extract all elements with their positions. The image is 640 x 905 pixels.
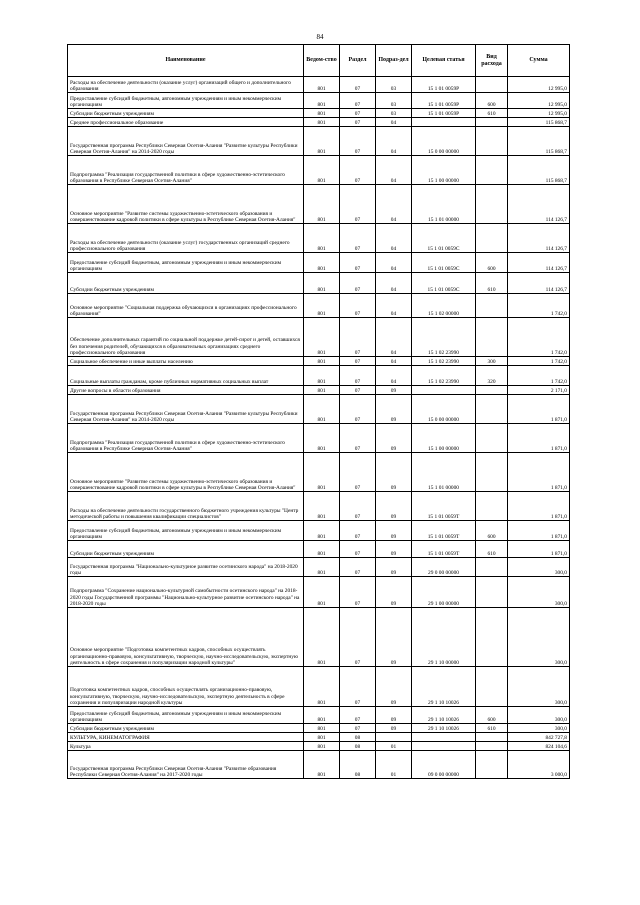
row-department: 801: [304, 424, 340, 453]
row-department: 801: [304, 521, 340, 541]
row-subsection: 09: [376, 453, 412, 492]
row-target-article: 15 1 01 0059Т: [412, 541, 476, 558]
table-row: [68, 77, 570, 93]
row-name: Субсидии бюджетным учреждениям: [68, 273, 304, 294]
row-target-article: 29 0 00 00000: [412, 558, 476, 577]
row-amount: 1 871,0: [508, 521, 570, 541]
row-amount: 824 104,6: [508, 742, 570, 751]
row-section: 07: [340, 357, 376, 366]
row-department: 801: [304, 77, 340, 93]
row-amount: 1 742,0: [508, 294, 570, 318]
row-target-article: 15 1 00 00000: [412, 156, 476, 185]
row-target-article: 15 1 02 23990: [412, 318, 476, 357]
row-subsection: 09: [376, 424, 412, 453]
row-department: 801: [304, 667, 340, 707]
row-subsection: 04: [376, 357, 412, 366]
table-row: [68, 733, 570, 742]
table-row: [68, 127, 570, 156]
row-section: 07: [340, 318, 376, 357]
row-amount: 300,0: [508, 608, 570, 667]
row-expense-type: 600: [476, 253, 508, 273]
row-expense-type: 600: [476, 93, 508, 109]
row-target-article: 15 1 01 0059Т: [412, 492, 476, 521]
column-header-department: Ведом-ство: [304, 45, 340, 77]
table-row: [68, 93, 570, 109]
row-section: 07: [340, 366, 376, 386]
row-expense-type: [476, 318, 508, 357]
table-row: [68, 707, 570, 724]
row-section: 08: [340, 733, 376, 742]
table-row: [68, 386, 570, 395]
row-amount: 12 995,0: [508, 109, 570, 118]
row-name: Предоставление субсидий бюджетным, автономным учреждениям и иным некоммерческим организациям: [68, 707, 304, 724]
row-expense-type: [476, 742, 508, 751]
budget-table: [67, 44, 570, 779]
column-header-section: Раздел: [340, 45, 376, 77]
row-department: 801: [304, 127, 340, 156]
row-name: Другие вопросы в области образования: [68, 386, 304, 395]
row-subsection: 09: [376, 667, 412, 707]
row-target-article: 29 1 10 10026: [412, 724, 476, 733]
table-row: [68, 395, 570, 424]
row-section: 07: [340, 541, 376, 558]
row-target-article: 15 1 01 0059Р: [412, 93, 476, 109]
row-section: 07: [340, 492, 376, 521]
row-amount: 1 871,0: [508, 453, 570, 492]
row-section: 07: [340, 453, 376, 492]
row-subsection: 09: [376, 521, 412, 541]
table-row: [68, 294, 570, 318]
row-department: 801: [304, 751, 340, 779]
row-section: 07: [340, 386, 376, 395]
row-amount: 842 727,8: [508, 733, 570, 742]
row-subsection: 03: [376, 93, 412, 109]
row-name: Основное мероприятие "Подготовка компетентных кадров, способных осуществлять организационно-правовую, консультативную, творческую, научно-исследовательскую, экспертную деятельность в сфере сохранения и популяризации народной культуры": [68, 608, 304, 667]
row-target-article: [412, 733, 476, 742]
row-section: 07: [340, 577, 376, 608]
row-name: Расходы на обеспечение деятельности (оказание услуг) государственных организаций среднего профессионального образования: [68, 224, 304, 253]
row-subsection: 01: [376, 742, 412, 751]
row-target-article: 15 1 02 00000: [412, 294, 476, 318]
row-target-article: [412, 386, 476, 395]
row-amount: 1 742,0: [508, 318, 570, 357]
row-amount: 115 868,7: [508, 118, 570, 127]
row-subsection: 04: [376, 253, 412, 273]
row-target-article: 15 1 02 23990: [412, 357, 476, 366]
row-department: 801: [304, 386, 340, 395]
row-expense-type: [476, 577, 508, 608]
row-section: 07: [340, 558, 376, 577]
row-section: 07: [340, 109, 376, 118]
row-section: 07: [340, 707, 376, 724]
row-department: 801: [304, 109, 340, 118]
row-name: Предоставление субсидий бюджетным, автономным учреждениям и иным некоммерческим организациям: [68, 521, 304, 541]
row-expense-type: [476, 386, 508, 395]
row-department: 801: [304, 156, 340, 185]
row-subsection: 09: [376, 395, 412, 424]
table-row: [68, 366, 570, 386]
row-amount: 1 871,0: [508, 395, 570, 424]
row-subsection: 09: [376, 386, 412, 395]
row-subsection: 04: [376, 127, 412, 156]
row-department: 801: [304, 294, 340, 318]
row-target-article: 29 1 00 00000: [412, 577, 476, 608]
row-expense-type: [476, 667, 508, 707]
table-row: [68, 667, 570, 707]
row-name: КУЛЬТУРА, КИНЕМАТОГРАФИЯ: [68, 733, 304, 742]
row-section: 08: [340, 751, 376, 779]
row-name: Социальное обеспечение и иные выплаты населению: [68, 357, 304, 366]
row-subsection: 04: [376, 185, 412, 224]
row-amount: 1 742,0: [508, 366, 570, 386]
table-row: [68, 724, 570, 733]
table-row: [68, 357, 570, 366]
row-department: 801: [304, 395, 340, 424]
row-name: Подпрограмма "Реализация государственной политики в сфере художественно-эстетического образования в Республике Северная Осетия-Алания": [68, 156, 304, 185]
row-expense-type: 600: [476, 521, 508, 541]
row-department: 801: [304, 366, 340, 386]
row-department: 801: [304, 357, 340, 366]
row-subsection: [376, 733, 412, 742]
row-subsection: 09: [376, 724, 412, 733]
table-row: [68, 118, 570, 127]
row-section: 07: [340, 253, 376, 273]
row-target-article: 15 1 01 0059Р: [412, 109, 476, 118]
row-name: Социальные выплаты гражданам, кроме публичных нормативных социальных выплат: [68, 366, 304, 386]
table-row: [68, 608, 570, 667]
row-name: Основное мероприятие "Социальная поддержка обучающихся в организациях профессионального образования": [68, 294, 304, 318]
row-amount: 300,0: [508, 724, 570, 733]
row-subsection: 04: [376, 318, 412, 357]
row-subsection: 09: [376, 492, 412, 521]
row-subsection: 04: [376, 118, 412, 127]
row-target-article: 29 1 10 00000: [412, 608, 476, 667]
row-department: 801: [304, 185, 340, 224]
row-subsection: 03: [376, 77, 412, 93]
row-target-article: [412, 742, 476, 751]
table-row: [68, 577, 570, 608]
row-section: 07: [340, 608, 376, 667]
page-number: 84: [316, 33, 324, 41]
row-name: Субсидии бюджетным учреждениям: [68, 541, 304, 558]
table-row: [68, 742, 570, 751]
row-expense-type: 320: [476, 366, 508, 386]
table-row: [68, 541, 570, 558]
row-target-article: 15 1 01 0059Р: [412, 77, 476, 93]
row-expense-type: [476, 156, 508, 185]
table-row: [68, 253, 570, 273]
row-section: 07: [340, 273, 376, 294]
row-target-article: 15 1 01 0059С: [412, 224, 476, 253]
row-department: 801: [304, 253, 340, 273]
row-department: 801: [304, 453, 340, 492]
row-department: 801: [304, 224, 340, 253]
row-name: Среднее профессиональное образование: [68, 118, 304, 127]
row-subsection: 04: [376, 224, 412, 253]
row-amount: 114 126,7: [508, 224, 570, 253]
row-target-article: 15 1 01 00000: [412, 453, 476, 492]
row-target-article: 15 1 01 0059С: [412, 253, 476, 273]
row-amount: 300,0: [508, 667, 570, 707]
row-subsection: 09: [376, 558, 412, 577]
row-department: 801: [304, 707, 340, 724]
table-row: [68, 424, 570, 453]
row-expense-type: [476, 733, 508, 742]
table-row: [68, 492, 570, 521]
row-department: 801: [304, 558, 340, 577]
row-department: 801: [304, 541, 340, 558]
row-department: 801: [304, 608, 340, 667]
row-name: Расходы на обеспечение деятельности (оказание услуг) организаций общего и дополнительного образования: [68, 77, 304, 93]
row-expense-type: 610: [476, 724, 508, 733]
row-target-article: 15 1 02 23990: [412, 366, 476, 386]
row-subsection: 03: [376, 109, 412, 118]
row-amount: 114 126,7: [508, 273, 570, 294]
row-department: 801: [304, 733, 340, 742]
row-expense-type: 600: [476, 707, 508, 724]
row-subsection: 04: [376, 273, 412, 294]
row-name: Расходы на обеспечение деятельности государственного бюджетного учреждения культуры "Центр методической работы и повышения квалификации специалистов": [68, 492, 304, 521]
row-name: Государственная программа Республики Северная Осетия-Алания "Развитие культуры Республики Северная Осетия-Алания" на 2014-2020 годы: [68, 395, 304, 424]
row-amount: 300,0: [508, 558, 570, 577]
row-expense-type: 610: [476, 273, 508, 294]
row-target-article: 15 1 01 0059Т: [412, 521, 476, 541]
table-row: [68, 318, 570, 357]
row-department: 801: [304, 93, 340, 109]
row-section: 07: [340, 724, 376, 733]
row-section: 07: [340, 127, 376, 156]
row-target-article: 15 1 00 00000: [412, 424, 476, 453]
row-section: 08: [340, 742, 376, 751]
row-expense-type: [476, 127, 508, 156]
table-row: [68, 751, 570, 779]
table-body: [68, 77, 570, 779]
table-row: [68, 453, 570, 492]
row-expense-type: [476, 294, 508, 318]
row-name: Государственная программа Республики Северная Осетия-Алания "Развитие культуры Республики Северная Осетия-Алания" на 2014-2020 годы: [68, 127, 304, 156]
row-expense-type: [476, 492, 508, 521]
row-name: Подпрограмма "Сохранение национально-культурной самобытности осетинского народа" на 2018-2020 годы Государственной программы "Национально-культурное развитие осетинского народа" на 2018-2020 годы: [68, 577, 304, 608]
column-header-subsection: Подраз-дел: [376, 45, 412, 77]
row-amount: 114 126,7: [508, 185, 570, 224]
row-department: 801: [304, 724, 340, 733]
table-header: [68, 45, 570, 77]
row-expense-type: [476, 751, 508, 779]
row-target-article: 15 0 00 00000: [412, 127, 476, 156]
row-target-article: 15 1 01 0059С: [412, 273, 476, 294]
row-section: 07: [340, 93, 376, 109]
row-expense-type: 300: [476, 357, 508, 366]
table-row: [68, 156, 570, 185]
row-expense-type: [476, 558, 508, 577]
row-amount: 114 126,7: [508, 253, 570, 273]
table-row: [68, 109, 570, 118]
row-subsection: 04: [376, 156, 412, 185]
row-department: 801: [304, 118, 340, 127]
row-section: 07: [340, 667, 376, 707]
row-subsection: 04: [376, 366, 412, 386]
row-name: Государственная программа "Национально-культурное развитие осетинского народа" на 2018-2020 годы: [68, 558, 304, 577]
row-expense-type: 610: [476, 109, 508, 118]
row-expense-type: [476, 185, 508, 224]
row-amount: 300,0: [508, 707, 570, 724]
row-amount: 1 742,0: [508, 357, 570, 366]
row-subsection: 09: [376, 577, 412, 608]
row-department: 801: [304, 318, 340, 357]
row-target-article: [412, 118, 476, 127]
row-amount: 1 871,0: [508, 492, 570, 521]
table-row: [68, 185, 570, 224]
row-target-article: 09 0 00 00000: [412, 751, 476, 779]
row-department: 801: [304, 273, 340, 294]
row-expense-type: [476, 424, 508, 453]
row-amount: 3 000,0: [508, 751, 570, 779]
row-expense-type: [476, 224, 508, 253]
row-subsection: 09: [376, 707, 412, 724]
row-name: Предоставление субсидий бюджетным, автономным учреждениям и иным некоммерческим организациям: [68, 93, 304, 109]
row-name: Культура: [68, 742, 304, 751]
row-section: 07: [340, 77, 376, 93]
row-name: Предоставление субсидий бюджетным, автономным учреждениям и иным некоммерческим организациям: [68, 253, 304, 273]
row-target-article: 29 1 10 10026: [412, 707, 476, 724]
row-amount: 115 868,7: [508, 156, 570, 185]
row-expense-type: [476, 118, 508, 127]
row-name: Основное мероприятие "Развитие системы художественно-эстетического образования и совершенствование кадровой политики в сфере культуры в Республике Северная Осетия-Алания": [68, 453, 304, 492]
row-amount: 1 871,0: [508, 424, 570, 453]
row-name: Подпрограмма "Реализация государственной политики в сфере художественно-эстетического образования в Республике Северная Осетия-Алания": [68, 424, 304, 453]
table-row: [68, 224, 570, 253]
row-amount: 12 995,0: [508, 77, 570, 93]
row-subsection: 04: [376, 294, 412, 318]
row-section: 07: [340, 185, 376, 224]
row-amount: 115 868,7: [508, 127, 570, 156]
row-name: Государственная программа Республики Северная Осетия-Алания "Развитие образования Республики Северная Осетия-Алания" на 2017-2020 годы: [68, 751, 304, 779]
row-expense-type: [476, 77, 508, 93]
column-header-target-article: Целевая статья: [412, 45, 476, 77]
row-target-article: 29 1 10 10026: [412, 667, 476, 707]
row-name: Обеспечение дополнительных гарантий по социальной поддержке детей-сирот и детей, оставшихся без попечения родителей, обучающихся в образовательных организациях среднего профессионального образования: [68, 318, 304, 357]
row-department: 801: [304, 742, 340, 751]
row-target-article: 15 1 01 00000: [412, 185, 476, 224]
row-expense-type: [476, 395, 508, 424]
column-header-amount: Сумма: [508, 45, 570, 77]
row-section: 07: [340, 224, 376, 253]
row-subsection: 01: [376, 751, 412, 779]
row-amount: 2 171,0: [508, 386, 570, 395]
row-name: Субсидии бюджетным учреждениям: [68, 724, 304, 733]
row-section: 07: [340, 424, 376, 453]
row-expense-type: [476, 453, 508, 492]
row-expense-type: [476, 608, 508, 667]
row-subsection: 09: [376, 608, 412, 667]
row-section: 07: [340, 294, 376, 318]
column-header-name: Наименование: [68, 45, 304, 77]
row-name: Субсидии бюджетным учреждениям: [68, 109, 304, 118]
row-department: 801: [304, 577, 340, 608]
row-section: 07: [340, 118, 376, 127]
row-name: Подготовка компетентных кадров, способных осуществлять организационно-правовую, консультативную, творческую, научно-исследовательскую, экспертную деятельность в сфере сохранения и популяризации народной культуры: [68, 667, 304, 707]
row-amount: 12 995,0: [508, 93, 570, 109]
row-department: 801: [304, 492, 340, 521]
row-name: Основное мероприятие "Развитие системы художественно-эстетического образования и совершенствование кадровой политики в сфере культуры в Республике Северная Осетия-Алания": [68, 185, 304, 224]
column-header-expense-type: Вид расхода: [476, 45, 508, 77]
row-expense-type: 610: [476, 541, 508, 558]
table-row: [68, 558, 570, 577]
row-target-article: 15 0 00 00000: [412, 395, 476, 424]
row-subsection: 09: [376, 541, 412, 558]
row-section: 07: [340, 395, 376, 424]
row-section: 07: [340, 156, 376, 185]
row-amount: 1 871,0: [508, 541, 570, 558]
table-row: [68, 521, 570, 541]
table-row: [68, 273, 570, 294]
row-amount: 300,0: [508, 577, 570, 608]
row-section: 07: [340, 521, 376, 541]
